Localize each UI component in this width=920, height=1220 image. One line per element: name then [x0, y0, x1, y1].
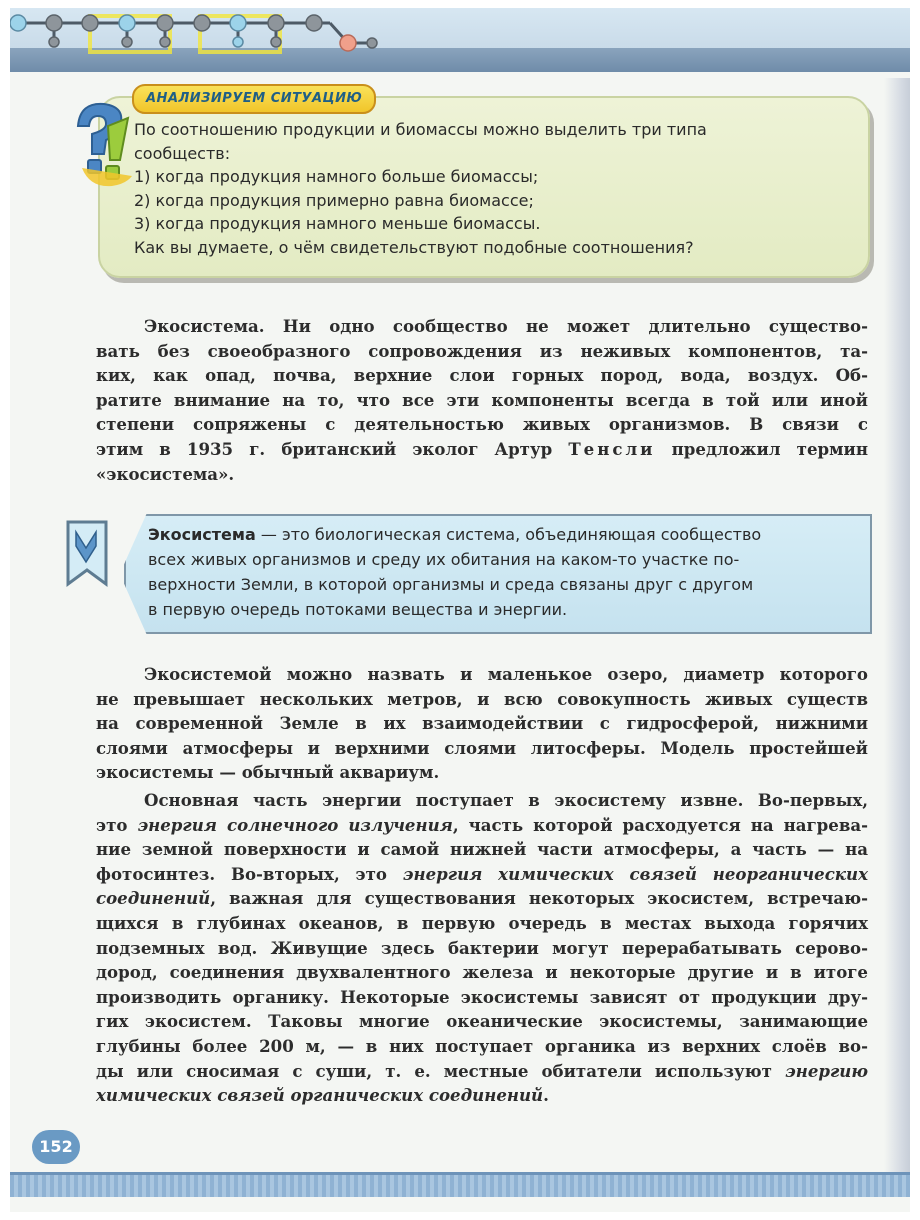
- text-fragment: этим в 1935 г. британский эколог Артур: [96, 438, 569, 459]
- definition-text: [148, 522, 848, 622]
- text-line: ких, как опад, почва, верхние слои горных пород, вода, воздух. Об-: [96, 365, 868, 386]
- footer-stripe: [10, 1172, 910, 1197]
- text-line: «экосистема».: [96, 463, 235, 484]
- text-fragment: предложил термин: [655, 438, 868, 459]
- definition-line: всех живых организмов и среду их обитания на каком-то участке по-: [148, 550, 740, 569]
- text-fragment: , часть которой расходуется на нагрева-: [452, 814, 868, 835]
- text-line: степени сопряжены с деятельностью живых организмов. В связи с: [96, 414, 868, 435]
- text-line: подземных вод. Живущие здесь бактерии могут перерабатывать серово-: [96, 937, 868, 958]
- situation-line: 3) когда продукция намного меньше биомассы.: [134, 214, 541, 233]
- text-line: щихся в глубинах океанов, в первую очередь в местах выхода горячих: [96, 912, 868, 933]
- situation-title: АНАЛИЗИРУЕМ СИТУАЦИЮ: [132, 84, 376, 114]
- situation-line: 2) когда продукция примерно равна биомассе;: [134, 190, 534, 210]
- bookmark-arrow-icon: [64, 518, 110, 588]
- text-line: [96, 1083, 868, 1108]
- text-line: не превышает нескольких метров, и всю совокупность живых существ: [96, 688, 868, 709]
- definition-term: Экосистема: [148, 525, 256, 544]
- italic-term: химических связей органических соединений: [96, 1085, 544, 1106]
- text-line: вать без своеобразного сопровождения из неживых компонентов, та-: [96, 340, 868, 361]
- text-line: глубины более 200 м, — в них поступает органика из верхних слоёв во-: [96, 1035, 868, 1056]
- definition-line: верхности Земли, в которой организмы и среда связаны друг с другом: [148, 575, 754, 594]
- situation-text: [134, 118, 834, 259]
- definition-line: в первую очередь потоками вещества и энергии.: [148, 600, 568, 619]
- text-line: дород, соединения двухвалентного железа и некоторые другие и в итоге: [96, 962, 868, 983]
- text-line: [96, 314, 868, 339]
- text-fragment: фотосинтез. Во-вторых, это: [96, 863, 403, 884]
- question-exclamation-icon: [72, 96, 142, 192]
- italic-term: энергия химических связей неорганических: [402, 863, 868, 884]
- text-line: производить органику. Некоторые экосистемы зависят от продукции дру-: [96, 986, 868, 1007]
- situation-line: По соотношению продукции и биомассы можно выделить три типа: [134, 120, 707, 139]
- section-term: Экосистема.: [144, 316, 265, 336]
- text-fragment: — это биологическая система, объединяющая сообщество: [255, 525, 762, 544]
- molecule-chain-icon: [10, 8, 390, 60]
- definition-line: [148, 522, 848, 547]
- paragraph-ecosystem-examples: [96, 662, 868, 785]
- scientist-name: Тенсли: [568, 438, 656, 459]
- paragraph-ecosystem-intro: [96, 314, 868, 486]
- text-fragment: .: [543, 1085, 549, 1106]
- text-line: слоями атмосферы и верхними слоями литосферы. Модель простейшей: [96, 737, 868, 758]
- text-line: [96, 886, 868, 911]
- text-line: на современной Земле в их взаимодействии с гидросферой, нижними: [96, 713, 868, 734]
- italic-term: соединений: [96, 888, 211, 909]
- text-line: [96, 862, 868, 887]
- text-line: Экосистемой можно назвать и маленькое озеро, диаметр которого: [144, 664, 868, 684]
- text-line: экосистемы — обычный аквариум.: [96, 762, 440, 783]
- text-line: Основная часть энергии поступает в экосистему извне. Во-первых,: [144, 790, 868, 810]
- paragraph-energy-sources: [96, 788, 868, 1108]
- italic-term: энергию: [785, 1060, 868, 1081]
- situation-line: Как вы думаете, о чём свидетельствуют подобные соотношения?: [134, 237, 694, 257]
- page-number: 152: [32, 1130, 80, 1164]
- text-line: гих экосистем. Таковы многие океанические экосистемы, занимающие: [96, 1011, 868, 1032]
- text-line: [96, 813, 868, 838]
- italic-term: энергия солнечного излучения: [137, 814, 453, 835]
- text-line: [96, 1059, 868, 1084]
- text-fragment: ды или сносимая с суши, т. е. местные обитатели используют: [96, 1060, 786, 1081]
- text-fragment: Ни одно сообщество не может длительно существо-: [264, 316, 868, 336]
- page-edge-shadow: [884, 78, 910, 1178]
- text-fragment: , важная для существования некоторых экосистем, встречаю-: [210, 888, 868, 909]
- situation-line: сообществ:: [134, 143, 231, 163]
- text-line: ние земной поверхности и самой нижней части атмосферы, а часть — на: [96, 839, 868, 860]
- text-line: ратите внимание на то, что все эти компоненты всегда в той или иной: [96, 389, 868, 410]
- situation-line: 1) когда продукция намного больше биомассы;: [134, 167, 539, 186]
- text-line: [96, 437, 868, 462]
- text-fragment: это: [96, 814, 138, 835]
